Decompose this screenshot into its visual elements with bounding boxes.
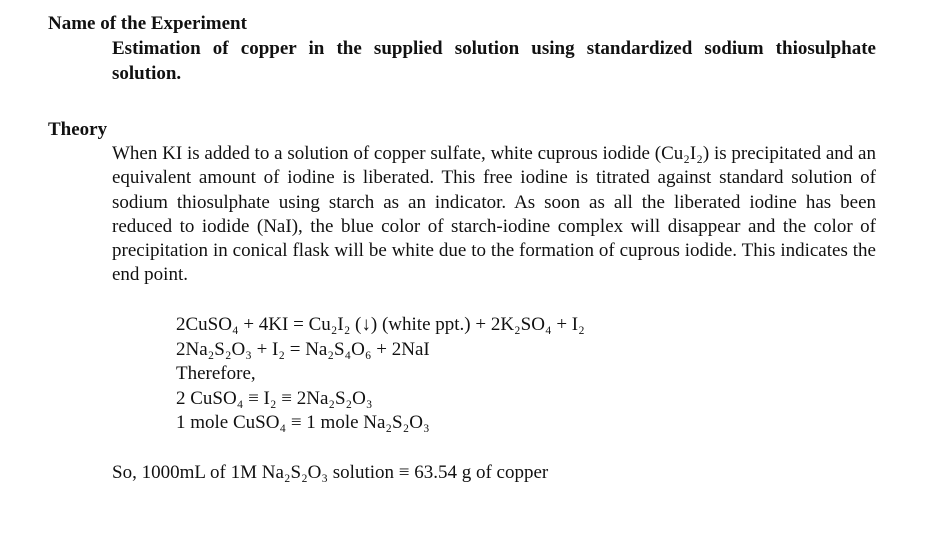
equation-line: Therefore, [176,363,256,385]
experiment-heading: Name of the Experiment [48,13,247,34]
equation-line: 2CuSO₄ + 4KI = Cu₂I₂ (↓) (white ppt.) + 2K₂SO₄ + I₂ [176,314,585,335]
equation-line: 1 mole CuSO₄ ≡ 1 mole Na₂S₂O₃ [176,412,430,434]
theory-heading: Theory [48,119,108,140]
equation-line: 2 CuSO₄ ≡ I₂ ≡ 2Na₂S₂O₃ [176,387,373,409]
experiment-title: Estimation of copper in the supplied solution using standardized sodium thiosulphate solution. [112,38,876,84]
conclusion-statement: So, 1000mL of 1M Na₂S₂O₃ solution ≡ 63.54 g of copper [112,462,549,483]
equation-list [176,313,585,436]
equation-line: 2Na₂S₂O₃ + I₂ = Na₂S₄O₆ + 2NaI [176,338,430,360]
theory-paragraph: When KI is added to a solution of copper sulfate, white cuprous iodide (Cu₂I₂) is precipitated and an equivalent amount of iodine is liberated. This free iodine is titrated against standard solution of sodium thiosulphate using starch as an indicator. As soon as all the liberated iodine has been reduced to iodide (NaI), the blue color of starch-iodine complex will disappear and the color of precipitation in conical flask will be white due to the formation of cuprous iodide. This indicates the end point. [112,143,876,286]
